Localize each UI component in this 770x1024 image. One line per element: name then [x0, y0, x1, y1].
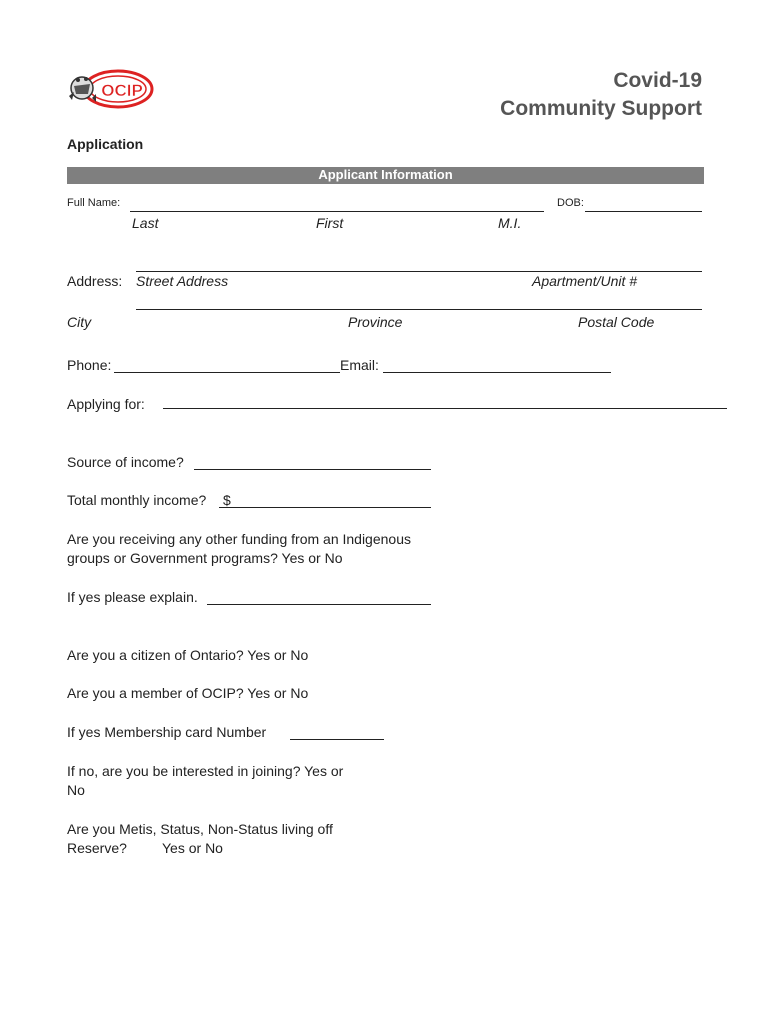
- explain-question: If yes please explain.: [67, 589, 198, 605]
- ocip-logo: [66, 66, 156, 112]
- title-line1: Covid-19: [613, 69, 702, 92]
- city-caption: City: [67, 314, 92, 330]
- name-mi-caption: M.I.: [498, 215, 522, 231]
- interested-question-line1: If no, are you be interested in joining? Yes or: [67, 763, 344, 779]
- membership-card-question: If yes Membership card Number: [67, 724, 267, 740]
- address-label: Address:: [67, 273, 123, 289]
- currency-symbol: $: [223, 492, 231, 508]
- postal-code-caption: Postal Code: [578, 314, 655, 330]
- title-line2: Community Support: [500, 97, 702, 120]
- phone-field[interactable]: [114, 372, 340, 373]
- source-income-question: Source of income?: [67, 454, 184, 470]
- phone-label: Phone:: [67, 357, 112, 373]
- membership-card-field[interactable]: [290, 739, 384, 740]
- full-name-label: Full Name:: [67, 197, 121, 209]
- citizen-ontario-question: Are you a citizen of Ontario? Yes or No: [67, 647, 309, 663]
- form-subtitle: Application: [67, 136, 144, 152]
- street-address-field[interactable]: [136, 271, 702, 272]
- dob-field[interactable]: [585, 211, 702, 212]
- other-funding-question-line2: groups or Government programs? Yes or No: [67, 550, 343, 566]
- metis-question-line1: Are you Metis, Status, Non-Status living off: [67, 821, 333, 837]
- applying-for-label: Applying for:: [67, 396, 145, 412]
- apartment-caption: Apartment/Unit #: [532, 273, 638, 289]
- other-funding-question-line1: Are you receiving any other funding from an Indigenous: [67, 531, 411, 547]
- dob-label: DOB:: [557, 197, 584, 209]
- interested-question-line2: No: [67, 782, 85, 798]
- ocip-logo-icon: [66, 66, 156, 112]
- city-province-field[interactable]: [136, 309, 702, 310]
- source-income-field[interactable]: [194, 469, 431, 470]
- email-field[interactable]: [383, 372, 611, 373]
- full-name-field[interactable]: [130, 211, 544, 212]
- applying-for-field[interactable]: [163, 408, 727, 409]
- logo-text: OCIP: [101, 81, 143, 100]
- name-last-caption: Last: [132, 215, 159, 231]
- metis-question-line2: Reserve?: [67, 840, 127, 856]
- street-address-caption: Street Address: [136, 273, 229, 289]
- name-first-caption: First: [316, 215, 344, 231]
- member-ocip-question: Are you a member of OCIP? Yes or No: [67, 685, 309, 701]
- metis-answer: Yes or No: [162, 840, 223, 856]
- province-caption: Province: [348, 314, 403, 330]
- total-income-question: Total monthly income?: [67, 492, 207, 508]
- total-income-field[interactable]: [219, 507, 431, 508]
- email-label: Email:: [340, 357, 379, 373]
- explain-field[interactable]: [207, 604, 431, 605]
- section-bar-applicant-information: Applicant Information: [67, 167, 704, 184]
